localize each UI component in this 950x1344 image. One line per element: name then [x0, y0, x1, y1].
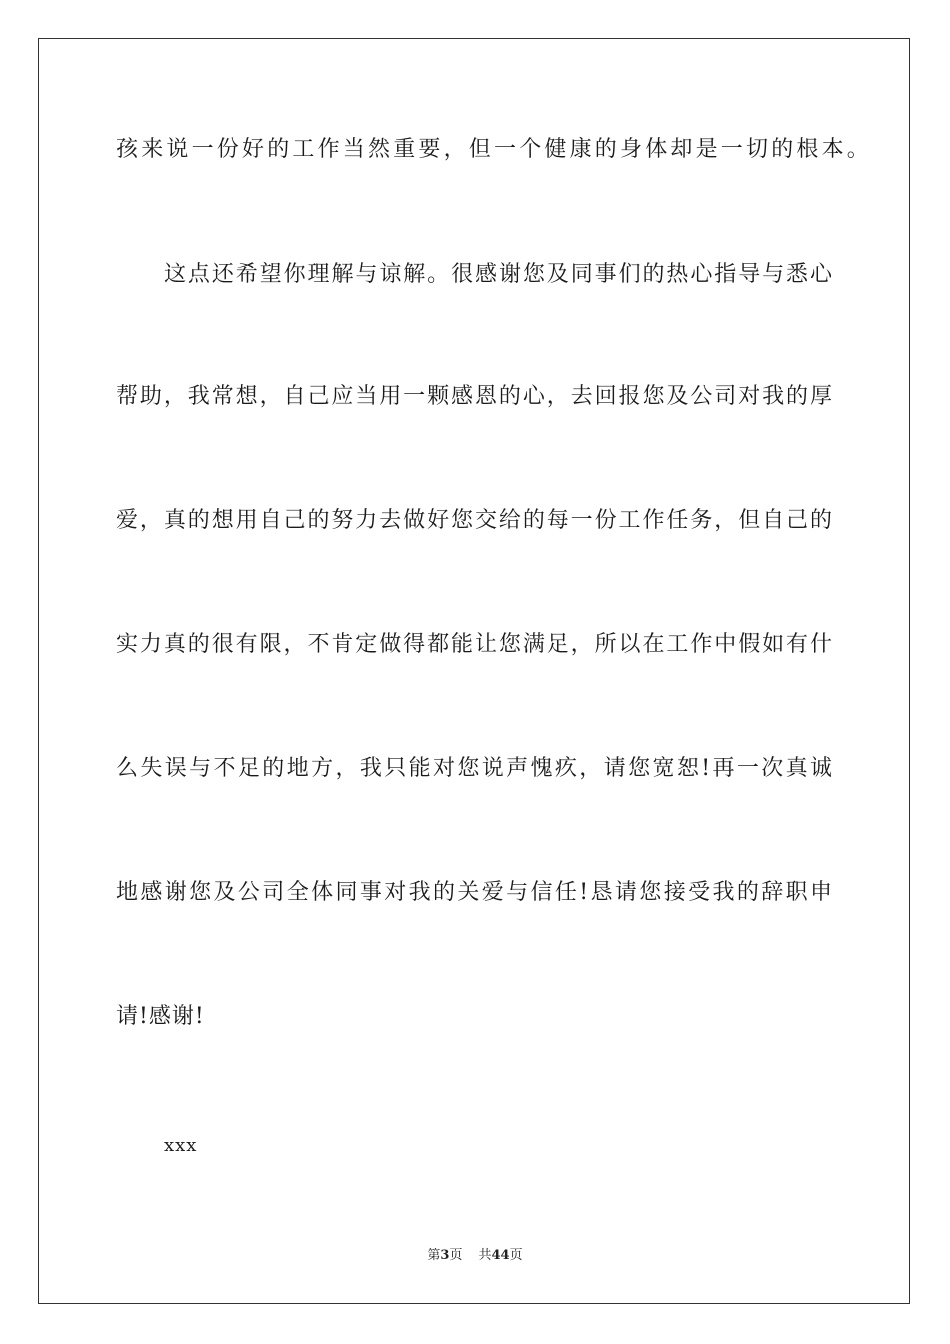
body-line-6: 么失误与不足的地方，我只能对您说声愧疚，请您宽恕!再一次真诚 — [116, 756, 832, 781]
page-suffix: 页 — [449, 1248, 463, 1263]
body-line-5: 实力真的很有限，不肯定做得都能让您满足，所以在工作中假如有什 — [116, 632, 832, 657]
body-line-4: 爱，真的想用自己的努力去做好您交给的每一份工作任务，但自己的 — [116, 508, 832, 533]
page-number: 3 — [440, 1248, 450, 1263]
page-prefix: 第 — [427, 1248, 441, 1263]
page-footer — [0, 1247, 950, 1265]
body-line-2: 这点还希望你理解与谅解。很感谢您及同事们的热心指导与悉心 — [164, 262, 832, 287]
body-line-1: 孩来说一份好的工作当然重要，但一个健康的身体却是一切的根本。 — [116, 137, 873, 162]
body-line-7: 地感谢您及公司全体同事对我的关爱与信任!恳请您接受我的辞职申 — [116, 880, 832, 905]
body-line-3: 帮助，我常想，自己应当用一颗感恩的心，去回报您及公司对我的厚 — [116, 384, 832, 409]
page-frame — [38, 38, 910, 1304]
total-prefix: 共 — [478, 1248, 492, 1263]
body-line-8: 请!感谢! — [116, 1004, 205, 1029]
signature: xxx — [164, 1135, 198, 1156]
total-pages: 44 — [491, 1248, 510, 1263]
total-suffix: 页 — [509, 1248, 523, 1263]
